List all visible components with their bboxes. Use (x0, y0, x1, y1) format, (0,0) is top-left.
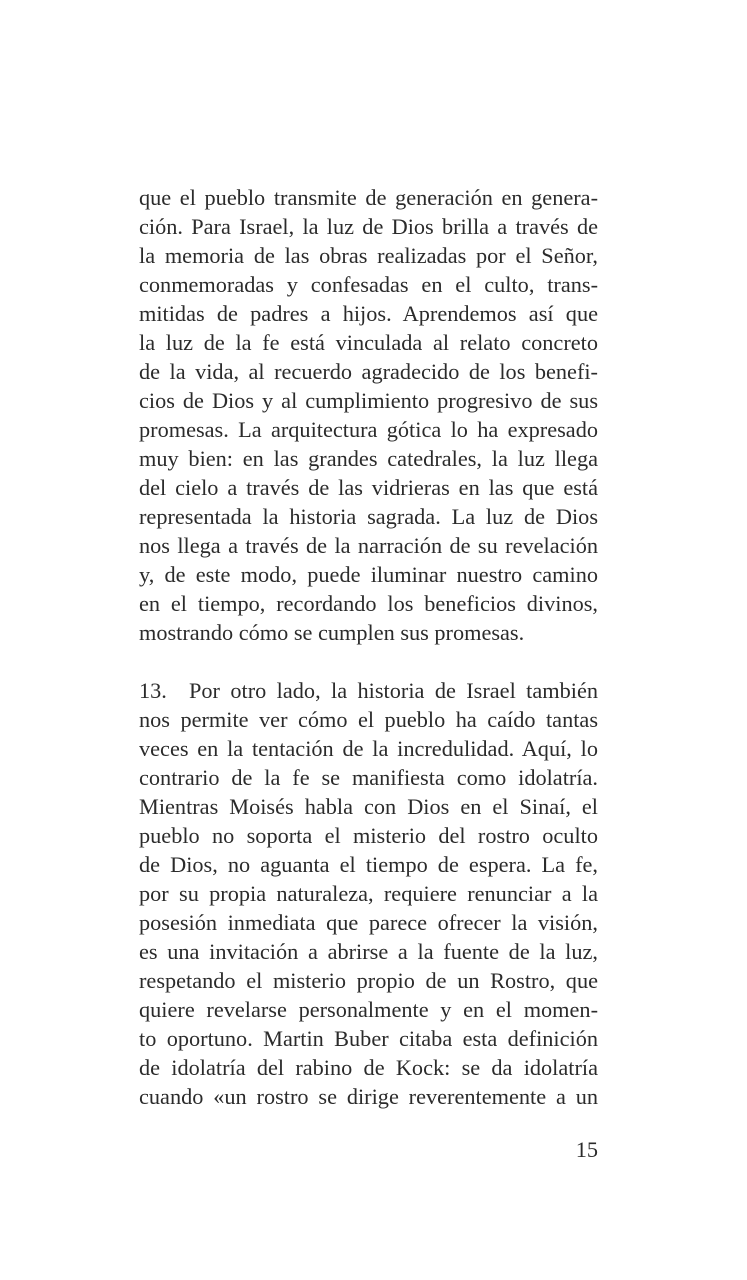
text-line: pueblo no soporta el misterio del rostro oculto (139, 823, 598, 848)
text-line: cios de Dios y al cumplimiento progresivo de sus (139, 388, 598, 413)
text-line: la memoria de las obras realizadas por el Señor, (139, 243, 598, 268)
text-line: del cielo a través de las vidrieras en las que está (139, 475, 598, 500)
text-line: respetando el misterio propio de un Rostro, que (139, 968, 598, 993)
text-line: mitidas de padres a hijos. Aprendemos así que (139, 301, 598, 326)
text-line: quiere revelarse personalmente y en el momen- (139, 997, 598, 1022)
text-line: to oportuno. Martin Buber citaba esta definición (139, 1026, 598, 1051)
paragraph-13 (139, 676, 598, 1111)
text-line: posesión inmediata que parece ofrecer la visión, (139, 910, 598, 935)
text-line: y, de este modo, puede iluminar nuestro camino (139, 562, 598, 587)
text-line: que el pueblo transmite de generación en genera- (139, 185, 598, 210)
text-line: por su propia naturaleza, requiere renunciar a la (139, 881, 598, 906)
text-line-content: Por otro lado, la historia de Israel también (189, 678, 598, 703)
text-line: cuando «un rostro se dirige reverentemente a un (139, 1084, 598, 1109)
text-line: de Dios, no aguanta el tiempo de espera. La fe, (139, 852, 598, 877)
text-line: nos llega a través de la narración de su revelación (139, 533, 598, 558)
text-line: la luz de la fe está vinculada al relato concreto (139, 330, 598, 355)
text-line: de idolatría del rabino de Kock: se da idolatría (139, 1055, 598, 1080)
text-line: en el tiempo, recordando los beneficios divinos, (139, 591, 598, 616)
text-line: representada la historia sagrada. La luz de Dios (139, 504, 598, 529)
text-line: conmemoradas y confesadas en el culto, trans- (139, 272, 598, 297)
text-line: nos permite ver cómo el pueblo ha caído tantas (139, 707, 598, 732)
text-line: contrario de la fe se manifiesta como idolatría. (139, 765, 598, 790)
text-line: muy bien: en las grandes catedrales, la luz llega (139, 446, 598, 471)
text-line: es una invitación a abrirse a la fuente de la luz, (139, 939, 598, 964)
text-line: ción. Para Israel, la luz de Dios brilla a través de (139, 214, 598, 239)
text-line: mostrando cómo se cumplen sus promesas. (139, 620, 525, 645)
text-line: promesas. La arquitectura gótica lo ha expresado (139, 417, 598, 442)
paragraph-number: 13. (139, 678, 167, 703)
text-line: veces en la tentación de la incredulidad. Aquí, lo (139, 736, 598, 761)
text-line-first (139, 676, 598, 705)
paragraph-continuation (139, 183, 598, 647)
page-number: 15 (575, 1137, 598, 1162)
text-line: de la vida, al recuerdo agradecido de los benefi- (139, 359, 598, 384)
text-line: Mientras Moisés habla con Dios en el Sinaí, el (139, 794, 598, 819)
